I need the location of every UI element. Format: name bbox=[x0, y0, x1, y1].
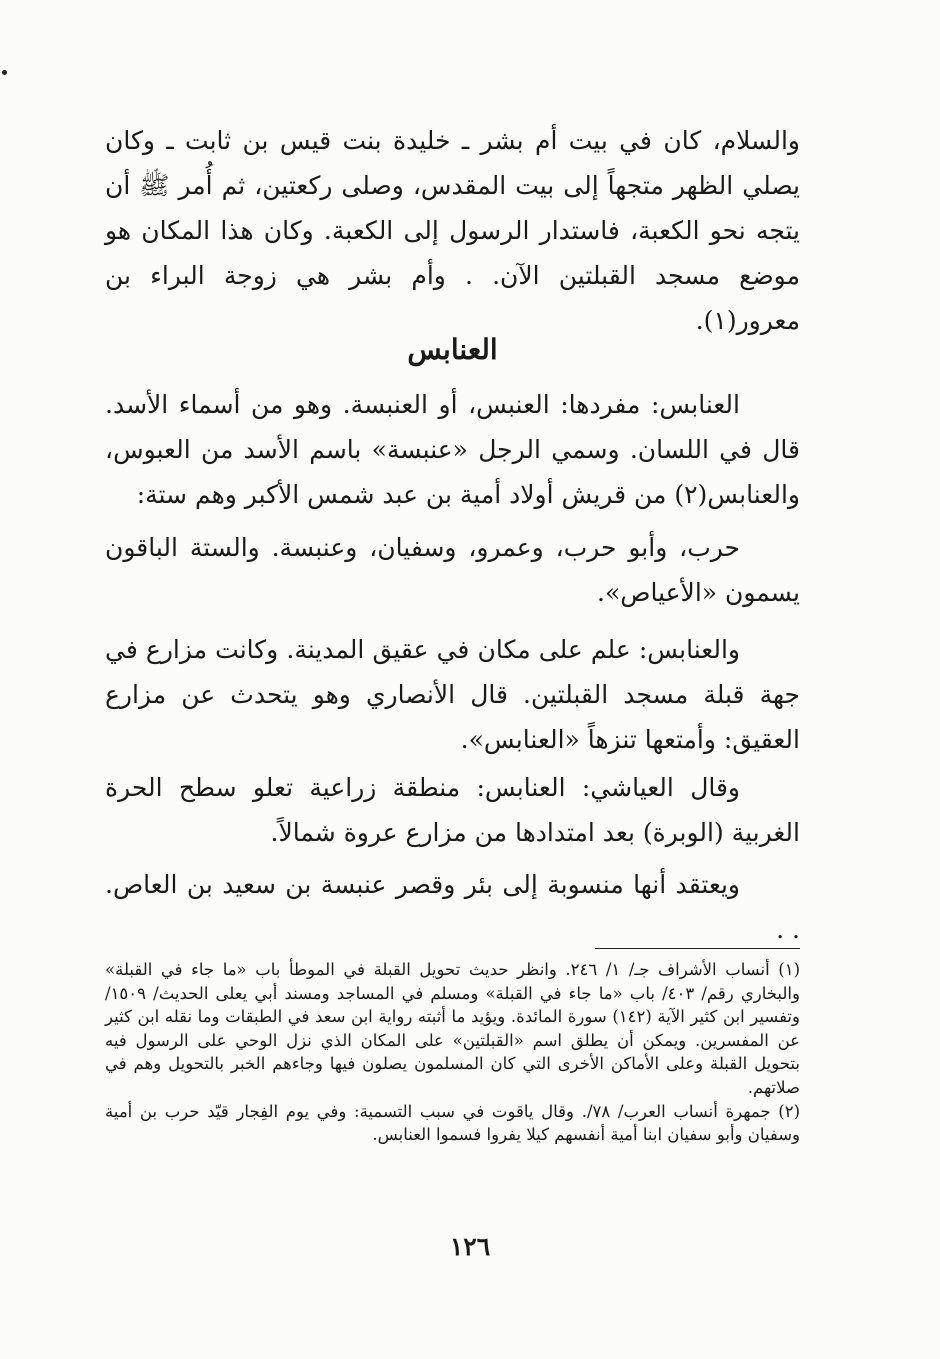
paragraph-names-list: حرب، وأبو حرب، وعمرو، وسفيان، وعنبسة. والستة الباقون يسمون «الأعياص». bbox=[105, 533, 800, 607]
scan-speck bbox=[2, 70, 7, 75]
paragraph-definition: العنابس: مفردها: العنبس، أو العنبسة. وهو من أسماء الأسد. قال في اللسان. وسمي الرجل «عنبسة» باسم الأسد من العبوس، والعنابس(٢) من قريش أولاد أمية بن عبد شمس الأكبر وهم ستة: bbox=[105, 390, 800, 509]
intro-paragraph: والسلام، كان في بيت أم بشر ـ خليدة بنت قيس بن ثابت ـ وكان يصلي الظهر متجهاً إلى بيت المقدس، وصلى ركعتين، ثم أُمر ﷺ أن يتجه نحو الكعبة، فاستدار الرسول إلى الكعبة. وكان هذا المكان هو موضع مسجد القبلتين الآن. . وأم بشر هي زوجة البراء بن معرور(١). bbox=[105, 126, 800, 335]
paragraph-place: والعنابس: علم على مكان في عقيق المدينة. وكانت مزارع في جهة قبلة مسجد القبلتين. قال الأنصاري وهو يتحدث عن مزارع العقيق: وأمتعها تنزهاً «العنابس». bbox=[105, 635, 800, 754]
footnotes-section bbox=[105, 958, 800, 1147]
section-title: العنابس bbox=[407, 333, 498, 366]
paragraph-ayyashi: وقال العياشي: العنابس: منطقة زراعية تعلو سطح الحرة الغربية (الوبرة) بعد امتدادها من مزارع عروة شمالاً. bbox=[105, 773, 800, 847]
footnote-separator bbox=[595, 948, 800, 949]
footnote-1: (١) أنساب الأشراف جـ/ ١/ ٢٤٦. وانظر حديث تحويل القبلة في الموطأ باب «ما جاء في القبلة» والبخاري رقم/ ٤٠٣/ باب «ما جاء في القبلة» ومسلم في المساجد ومسند أبي يعلى الحديث/ ١٥٠٩/ وتفسير ابن كثير الآية (١٤٢) سورة المائدة. ويؤيد ما أثبته رواية ابن سعد في الطبقات وما نقله ابن كثير عن المفسرين. ويمكن أن يطلق اسم «القبلتين» على المكان الذي نزل الوحي على الرسول فيه بتحويل القبلة وعلى الأماكن الأخرى التي كان المسلمون يصلون فيها وجاءهم الخبر بالتحويل وهم في صلاتهم. bbox=[105, 960, 800, 1097]
page-number: ١٢٦ bbox=[449, 1232, 491, 1261]
footnote-2: (٢) جمهرة أنساب العرب/ ٧٨/. وقال ياقوت في سبب التسمية: وفي يوم الفِجار قيّد حرب بن أمية وسفيان وأبو سفيان ابنا أمية أنفسهم كيلا يفروا فسموا العنابس. bbox=[105, 1101, 800, 1145]
paragraph-attribution: ويعتقد أنها منسوبة إلى بئر وقصر عنبسة بن سعيد بن العاص. . . bbox=[105, 870, 800, 944]
